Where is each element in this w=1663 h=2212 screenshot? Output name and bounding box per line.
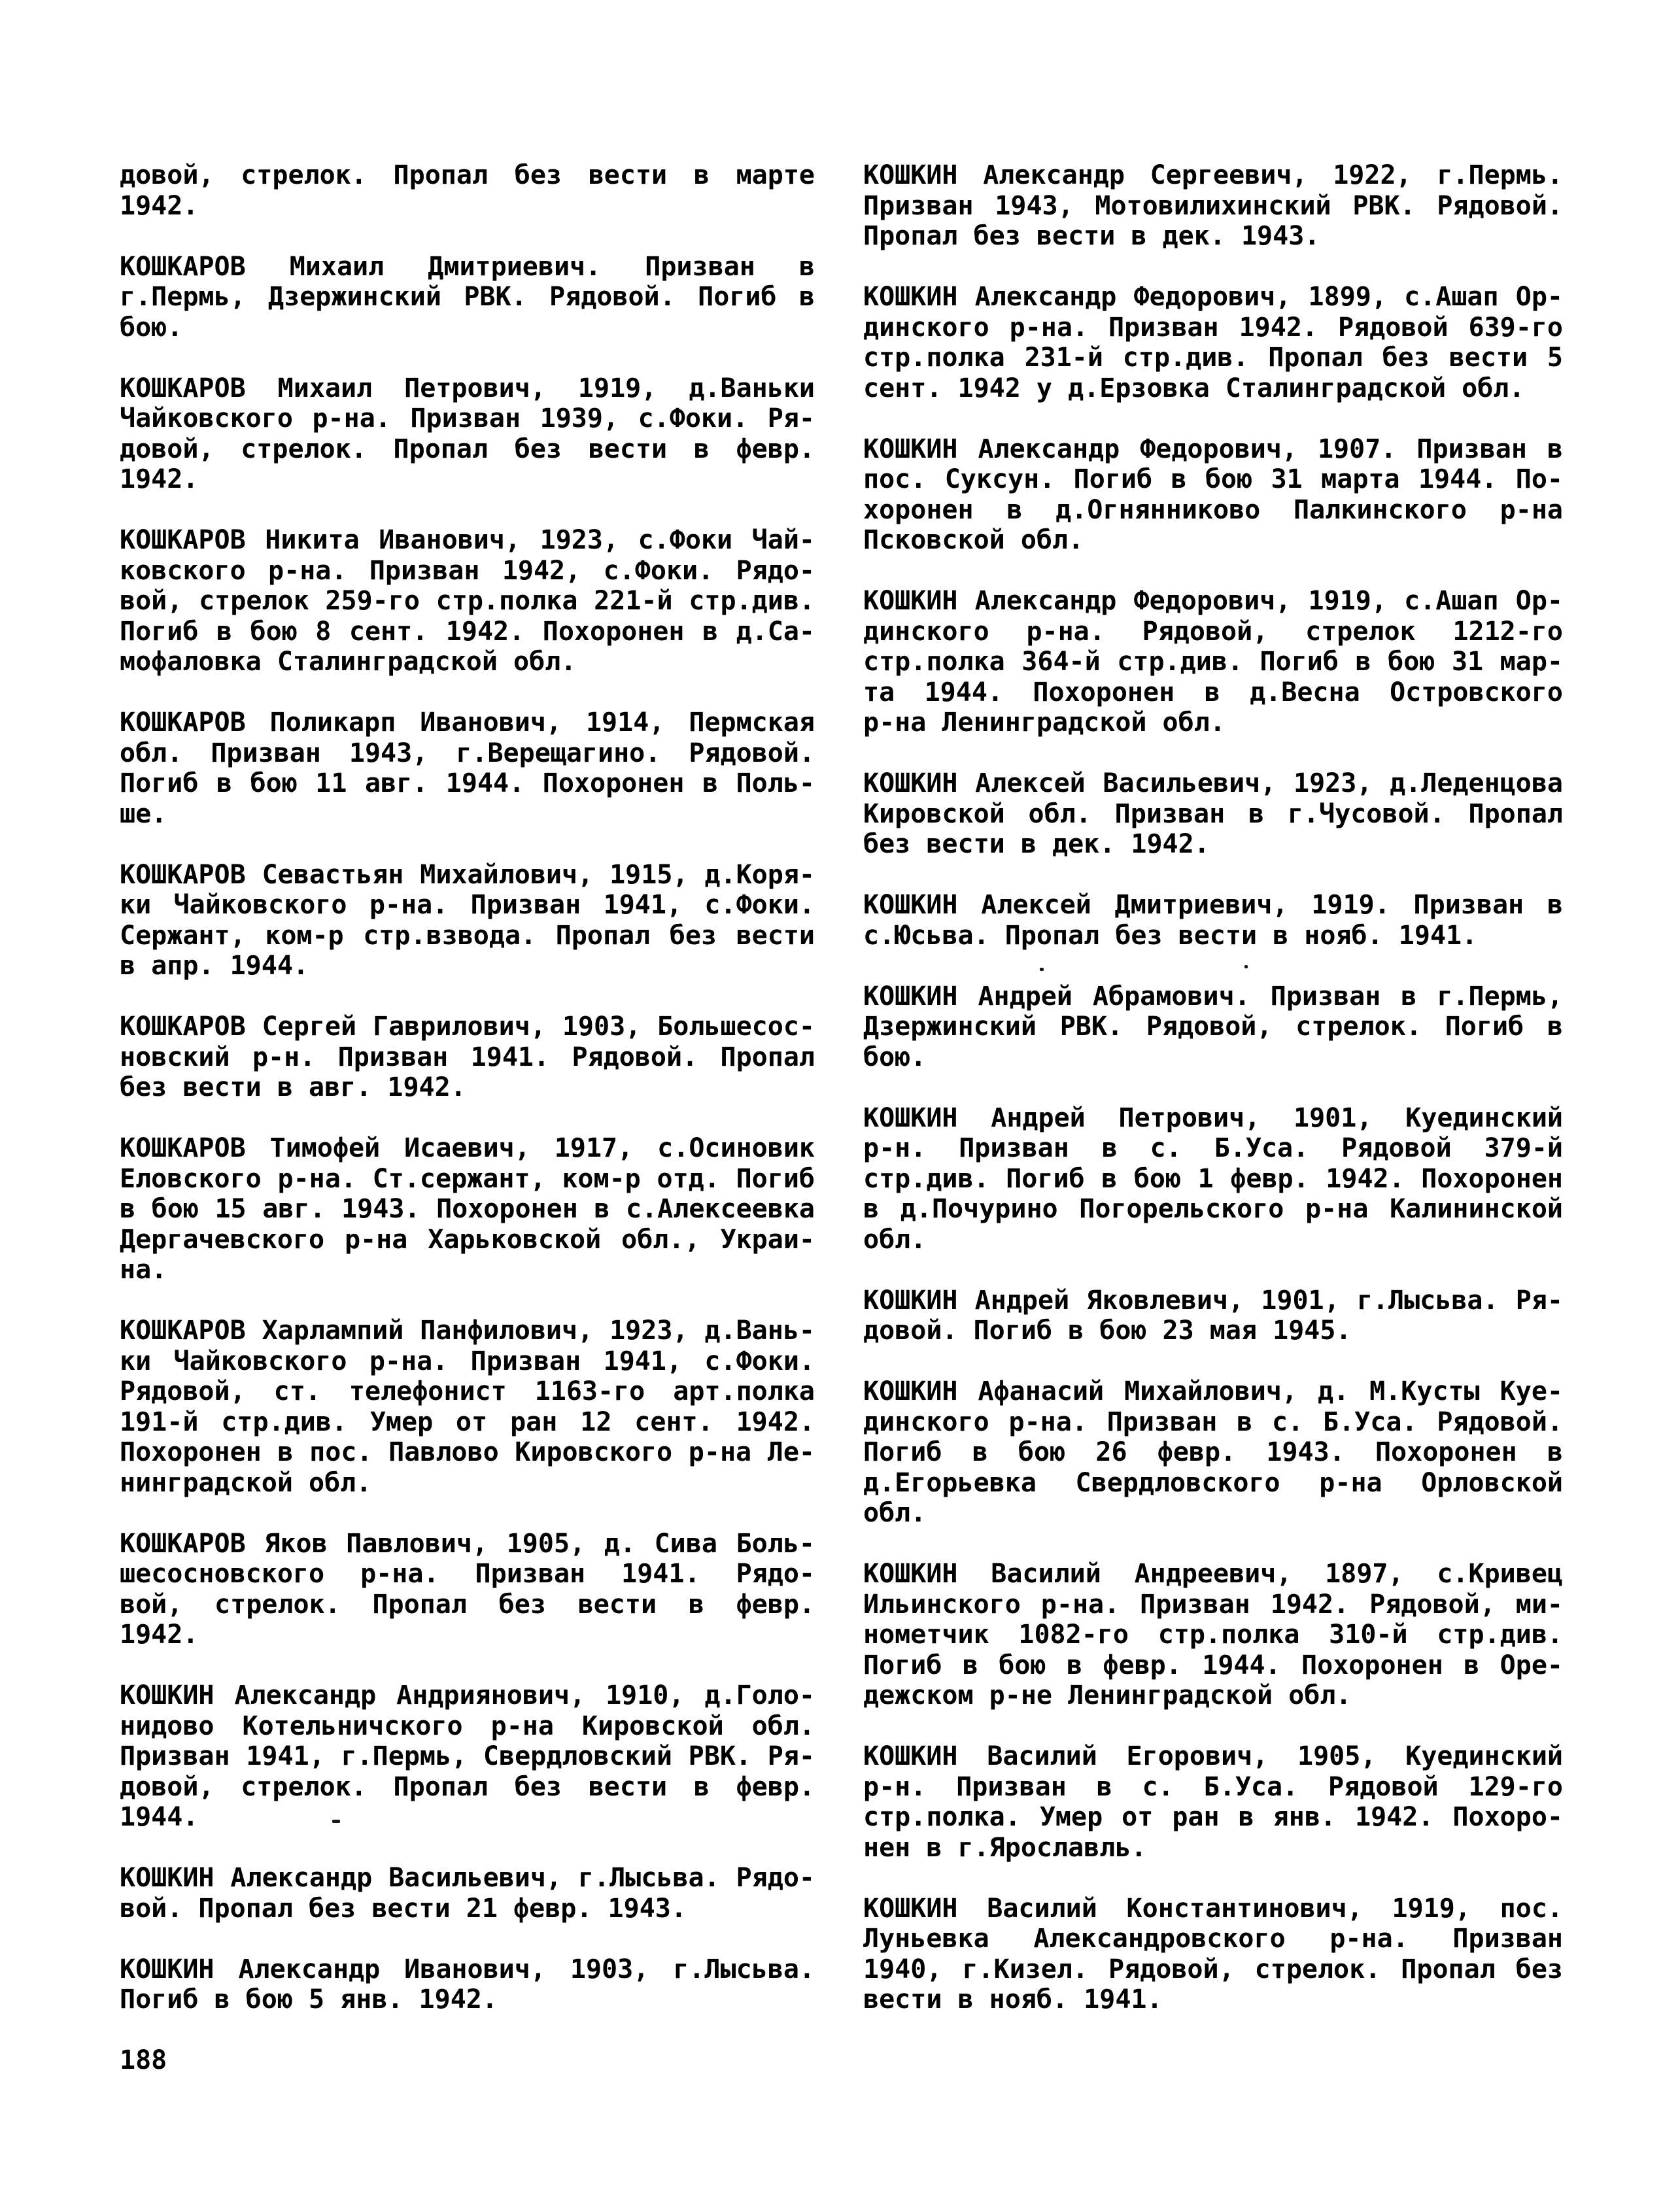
entry-line: КОШКИН Алексей Васильевич, 1923, д.Леденцова [863, 768, 1563, 798]
entry-line: вести в нояб. 1941. [863, 1984, 1163, 2015]
entry-line: Дергачевского р-на Харьковской обл., Украи- [120, 1224, 815, 1255]
entry-line: вой, стрелок 259-го стр.полка 221-й стр.див. [120, 586, 815, 616]
entry-line: вой. Пропал без вести 21 февр. 1943. [120, 1893, 687, 1924]
entry-line: бою. [863, 1042, 927, 1072]
entry-line: новский р-н. Призван 1941. Рядовой. Пропал [120, 1042, 815, 1072]
entry-line: Рядовой, ст. телефонист 1163-го арт.полка [120, 1376, 815, 1406]
entry-line: КОШКИН Андрей Петрович, 1901, Куединский [863, 1102, 1563, 1133]
entry-line: р-н. Призван в с. Б.Уса. Рядовой 129-го [863, 1771, 1563, 1802]
entry-line: Погиб в бою 26 февр. 1943. Похоронен в [863, 1437, 1563, 1467]
memorial-entry [120, 1863, 815, 1924]
entry-line: Пропал без вести в дек. 1943. [863, 221, 1320, 251]
page-number: 188 [120, 2045, 167, 2075]
memorial-entry [863, 981, 1563, 1073]
right-column [863, 160, 1563, 2015]
entry-line: Погиб в бою в февр. 1944. Похоронен в Оре- [863, 1650, 1563, 1680]
entry-line: КОШКИН Алексей Дмитриевич, 1919. Призван в [863, 890, 1563, 920]
entry-line: та 1944. Похоронен в д.Весна Островского [863, 677, 1563, 707]
entry-line: с.Юсьва. Пропал без вести в нояб. 1941. [863, 920, 1478, 951]
entry-line: КОШКИН Александр Васильевич, г.Лысьва. Рядо- [120, 1863, 815, 1893]
entry-line: 191-й стр.див. Умер от ран 12 сент. 1942. [120, 1406, 815, 1437]
entry-line: Похоронен в пос. Павлово Кировского р-на Ле- [120, 1437, 815, 1467]
entry-line: КОШКИН Андрей Яковлевич, 1901, г.Лысьва. Ря- [863, 1285, 1563, 1316]
entry-line: на. [120, 1255, 167, 1285]
entry-line: КОШКИН Александр Федорович, 1899, с.Ашап Ор- [863, 282, 1563, 312]
entry-line: ковского р-на. Призван 1942, с.Фоки. Рядо- [120, 555, 815, 586]
memorial-entry [120, 1133, 815, 1285]
entry-line: довой, стрелок. Пропал без вести в февр. [120, 434, 815, 464]
entry-line: КОШКИН Андрей Абрамович. Призван в г.Пермь, [863, 981, 1563, 1012]
entry-line: КОШКАРОВ Севастьян Михайлович, 1915, д.Коря- [120, 859, 815, 890]
entry-line: обл. [863, 1498, 927, 1528]
entry-line: в апр. 1944. [120, 951, 309, 981]
entry-line: сент. 1942 у д.Ерзовка Сталинградской обл. [863, 373, 1525, 403]
entry-line: КОШКАРОВ Харлампий Панфилович, 1923, д.Вань- [120, 1316, 815, 1346]
entry-line: динского р-на. Призван 1942. Рядовой 639-го [863, 312, 1563, 343]
memorial-entry [120, 707, 815, 829]
entry-line: Луньевка Александровского р-на. Призван [863, 1924, 1563, 1954]
entry-line: довой. Погиб в бою 23 мая 1945. [863, 1316, 1352, 1346]
entry-line: Призван 1943, Мотовилихинский РВК. Рядовой. [863, 190, 1563, 221]
entry-line: дежском р-не Ленинградской обл. [863, 1680, 1352, 1710]
memorial-entry [863, 1376, 1563, 1529]
memorial-entry [863, 586, 1563, 738]
left-column [120, 160, 815, 2015]
memorial-entry [120, 1680, 815, 1833]
entry-line: ше. [120, 798, 167, 829]
entry-line: довой, стрелок. Пропал без вести в марте [120, 160, 815, 190]
entry-line: КОШКИН Афанасий Михайлович, д. М.Кусты Куе- [863, 1376, 1563, 1406]
memorial-entry [863, 1894, 1563, 2015]
scan-artifact-speck [332, 1820, 340, 1823]
entry-line: г.Пермь, Дзержинский РВК. Рядовой. Погиб в [120, 282, 815, 312]
memorial-entry [863, 282, 1563, 403]
entry-line: КОШКИН Александр Федорович, 1907. Призван в [863, 434, 1563, 464]
entry-line: КОШКИН Александр Сергеевич, 1922, г.Пермь. [863, 160, 1563, 190]
entry-line: д.Егорьевка Свердловского р-на Орловской [863, 1467, 1563, 1498]
entry-line: нен в г.Ярославль. [863, 1832, 1147, 1863]
entry-line: без вести в авг. 1942. [120, 1072, 466, 1102]
entry-line: довой, стрелок. Пропал без вести в февр. [120, 1771, 815, 1802]
entry-line: в бою 15 авг. 1943. Похоронен в с.Алексеевка [120, 1194, 815, 1224]
scan-artifact-speck [1244, 965, 1248, 968]
entry-line: КОШКАРОВ Сергей Гаврилович, 1903, Большесос- [120, 1012, 815, 1042]
entry-line: Призван 1941, г.Пермь, Свердловский РВК. Ря- [120, 1741, 815, 1771]
memorial-entry [120, 525, 815, 677]
entry-line: шесосновского р-на. Призван 1941. Рядо- [120, 1559, 815, 1589]
memorial-entry [863, 768, 1563, 860]
entry-line: Еловского р-на. Ст.сержант, ком-р отд. Погиб [120, 1163, 815, 1194]
memorial-entry [120, 1316, 815, 1498]
entry-line: бою. [120, 312, 183, 343]
memorial-entry [120, 1012, 815, 1103]
entry-line: Ильинского р-на. Призван 1942. Рядовой, ми- [863, 1589, 1563, 1620]
entry-line: обл. [863, 1224, 927, 1255]
memorial-entry [120, 160, 815, 221]
entry-line: 1942. [120, 1620, 199, 1650]
entry-line: вой, стрелок. Пропал без вести в февр. [120, 1589, 815, 1620]
entry-line: ки Чайковского р-на. Призван 1941, с.Фоки. [120, 890, 815, 920]
entry-line: стр.див. Погиб в бою 1 февр. 1942. Похоронен [863, 1163, 1563, 1194]
memorial-entry [863, 1285, 1563, 1346]
entry-line: Погиб в бою 8 сент. 1942. Похоронен в д.Са- [120, 616, 815, 647]
memorial-entry [863, 160, 1563, 252]
entry-line: нидово Котельничского р-на Кировской обл. [120, 1710, 815, 1741]
entry-line: КОШКАРОВ Михаил Дмитриевич. Призван в [120, 251, 815, 282]
memorial-entry [120, 860, 815, 981]
entry-line: стр.полка 231-й стр.див. Пропал без вести 5 [863, 343, 1563, 373]
entry-line: динского р-на. Рядовой, стрелок 1212-го [863, 616, 1563, 647]
entry-line: без вести в дек. 1942. [863, 829, 1210, 859]
entry-line: 1942. [120, 190, 199, 221]
entry-line: КОШКАРОВ Яков Павлович, 1905, д. Сива Боль- [120, 1528, 815, 1559]
memorial-entry [863, 890, 1563, 951]
memorial-entry [863, 1559, 1563, 1711]
entry-line: 1944. [120, 1802, 199, 1832]
entry-line: КОШКИН Александр Федорович, 1919, с.Ашап Ор- [863, 586, 1563, 616]
entry-line: КОШКАРОВ Михаил Петрович, 1919, д.Ваньки [120, 373, 815, 403]
entry-line: ки Чайковского р-на. Призван 1941, с.Фоки. [120, 1346, 815, 1376]
entry-line: динского р-на. Призван в с. Б.Уса. Рядовой. [863, 1406, 1563, 1437]
memorial-entry [863, 434, 1563, 556]
entry-line: КОШКИН Александр Андриянович, 1910, д.Голо- [120, 1680, 815, 1710]
entry-line: мофаловка Сталинградской обл. [120, 647, 577, 677]
entry-line: КОШКАРОВ Тимофей Исаевич, 1917, с.Осиновик [120, 1133, 815, 1163]
entry-line: в д.Почурино Погорельского р-на Калининской [863, 1194, 1563, 1224]
entry-line: нинградской обл. [120, 1467, 372, 1498]
entry-line: Погиб в бою 5 янв. 1942. [120, 1984, 498, 2015]
entry-line: нометчик 1082-го стр.полка 310-й стр.див. [863, 1620, 1563, 1650]
memorial-entry [120, 1954, 815, 2015]
entry-line: р-н. Призван в с. Б.Уса. Рядовой 379-й [863, 1133, 1563, 1163]
entry-line: КОШКИН Василий Егорович, 1905, Куединский [863, 1741, 1563, 1771]
entry-line: обл. Призван 1943, г.Верещагино. Рядовой. [120, 738, 815, 768]
entry-line: 1940, г.Кизел. Рядовой, стрелок. Пропал без [863, 1954, 1563, 1984]
entry-line: 1942. [120, 464, 199, 494]
entry-line: Сержант, ком-р стр.взвода. Пропал без вести [120, 920, 815, 951]
entry-line: КОШКИН Василий Андреевич, 1897, с.Кривец [863, 1559, 1563, 1589]
entry-line: КОШКАРОВ Поликарп Иванович, 1914, Пермская [120, 707, 815, 738]
memorial-entry [863, 1103, 1563, 1255]
entry-line: КОШКИН Василий Константинович, 1919, пос. [863, 1893, 1563, 1924]
entry-line: стр.полка. Умер от ран в янв. 1942. Похоро- [863, 1802, 1563, 1832]
scan-artifact-speck [1040, 968, 1044, 971]
entry-line: Погиб в бою 11 авг. 1944. Похоронен в Поль- [120, 768, 815, 798]
entry-line: Чайковского р-на. Призван 1939, с.Фоки. Ря- [120, 403, 815, 434]
entry-line: КОШКАРОВ Никита Иванович, 1923, с.Фоки Чай- [120, 525, 815, 555]
memorial-entry [120, 252, 815, 343]
memorial-entry [120, 373, 815, 495]
entry-line: Кировской обл. Призван в г.Чусовой. Пропал [863, 798, 1563, 829]
memorial-entry [120, 1529, 815, 1650]
entry-line: КОШКИН Александр Иванович, 1903, г.Лысьва. [120, 1954, 815, 1984]
entry-line: стр.полка 364-й стр.див. Погиб в бою 31 мар- [863, 647, 1563, 677]
memorial-entry [863, 1741, 1563, 1863]
entry-line: Псковской обл. [863, 525, 1084, 555]
entry-line: хоронен в д.Огнянниково Палкинского р-на [863, 494, 1563, 525]
entry-line: пос. Суксун. Погиб в бою 31 марта 1944. По- [863, 464, 1563, 494]
entry-line: р-на Ленинградской обл. [863, 707, 1226, 738]
entry-line: Дзержинский РВК. Рядовой, стрелок. Погиб в [863, 1012, 1563, 1042]
